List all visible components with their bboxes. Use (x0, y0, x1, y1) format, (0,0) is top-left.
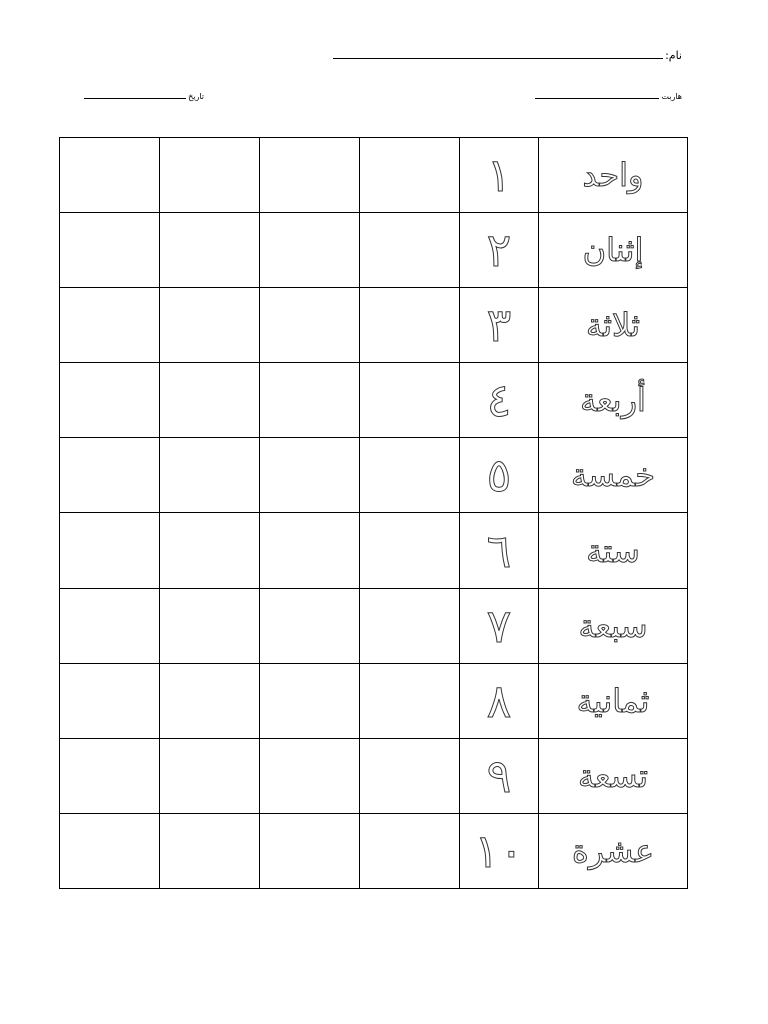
trace-word: سبعة (578, 606, 648, 645)
practice-cell[interactable] (260, 213, 360, 288)
practice-cell[interactable] (260, 138, 360, 213)
practice-cell[interactable] (360, 588, 460, 663)
practice-cell[interactable] (60, 513, 160, 588)
table-row (60, 588, 688, 663)
trace-word: ثمانية (576, 681, 650, 720)
numeral-cell (460, 663, 539, 738)
word-cell (539, 438, 688, 513)
practice-cell[interactable] (260, 588, 360, 663)
teacher-field[interactable] (530, 93, 682, 101)
practice-cell[interactable] (60, 363, 160, 438)
word-cell (539, 588, 688, 663)
practice-cell[interactable] (360, 438, 460, 513)
practice-cell[interactable] (360, 288, 460, 363)
practice-cell[interactable] (60, 663, 160, 738)
practice-cell[interactable] (60, 138, 160, 213)
table-row (60, 813, 688, 888)
practice-cell[interactable] (60, 738, 160, 813)
practice-cell[interactable] (360, 363, 460, 438)
date-field[interactable] (80, 93, 204, 101)
word-cell (539, 288, 688, 363)
practice-cell[interactable] (160, 588, 260, 663)
word-cell (539, 663, 688, 738)
trace-word: ستة (586, 531, 640, 570)
practice-cell[interactable] (160, 438, 260, 513)
practice-cell[interactable] (260, 363, 360, 438)
practice-cell[interactable] (360, 813, 460, 888)
trace-word: خمسة (571, 456, 655, 495)
trace-word: واحد (582, 156, 644, 195)
practice-cell[interactable] (160, 513, 260, 588)
practice-cell[interactable] (360, 213, 460, 288)
date-label: تاریخ (188, 92, 204, 101)
practice-cell[interactable] (60, 213, 160, 288)
numeral-cell (460, 288, 539, 363)
practice-cell[interactable] (260, 513, 360, 588)
trace-numeral: ١٠ (474, 823, 524, 878)
numeral-cell (460, 138, 539, 213)
trace-numeral: ٢ (486, 223, 512, 278)
table-row (60, 738, 688, 813)
trace-numeral: ٦ (486, 523, 512, 578)
date-line[interactable] (84, 98, 186, 99)
word-cell (539, 213, 688, 288)
numeral-cell (460, 513, 539, 588)
trace-word: إثنان (582, 231, 644, 270)
numeral-cell (460, 213, 539, 288)
word-cell (539, 813, 688, 888)
trace-numeral: ٤ (486, 373, 512, 428)
word-cell (539, 138, 688, 213)
numeral-cell (460, 738, 539, 813)
practice-cell[interactable] (160, 738, 260, 813)
word-cell (539, 513, 688, 588)
trace-word: ثلاثة (585, 306, 641, 345)
practice-cell[interactable] (360, 138, 460, 213)
trace-word: أربعة (580, 381, 646, 420)
trace-word: تسعة (577, 756, 649, 795)
practice-cell[interactable] (260, 738, 360, 813)
practice-cell[interactable] (260, 663, 360, 738)
name-field[interactable] (330, 50, 682, 61)
trace-numeral: ٩ (486, 748, 512, 803)
practice-cell[interactable] (360, 513, 460, 588)
teacher-label: هاربت (661, 92, 682, 101)
practice-cell[interactable] (60, 288, 160, 363)
practice-cell[interactable] (160, 813, 260, 888)
trace-numeral: ٧ (486, 598, 512, 653)
name-label: نام: (665, 49, 682, 62)
numeral-cell (460, 363, 539, 438)
trace-numeral: ٥ (486, 448, 512, 503)
practice-cell[interactable] (160, 138, 260, 213)
practice-cell[interactable] (260, 288, 360, 363)
table-row (60, 663, 688, 738)
practice-cell[interactable] (260, 813, 360, 888)
practice-cell[interactable] (60, 588, 160, 663)
numeral-cell (460, 813, 539, 888)
numeral-cell (460, 438, 539, 513)
trace-numeral: ٨ (486, 673, 512, 728)
practice-cell[interactable] (360, 738, 460, 813)
tracing-table (59, 137, 688, 889)
trace-numeral: ٣ (486, 298, 512, 353)
trace-numeral: ١ (486, 148, 512, 203)
teacher-line[interactable] (535, 98, 659, 99)
practice-cell[interactable] (60, 438, 160, 513)
practice-cell[interactable] (160, 663, 260, 738)
practice-cell[interactable] (160, 288, 260, 363)
word-cell (539, 363, 688, 438)
practice-cell[interactable] (260, 438, 360, 513)
practice-cell[interactable] (360, 663, 460, 738)
table-row (60, 213, 688, 288)
table-row (60, 513, 688, 588)
table-row (60, 288, 688, 363)
word-cell (539, 738, 688, 813)
numeral-cell (460, 588, 539, 663)
name-line[interactable] (333, 58, 663, 59)
table-row (60, 138, 688, 213)
practice-cell[interactable] (160, 213, 260, 288)
practice-cell[interactable] (160, 363, 260, 438)
table-row (60, 363, 688, 438)
trace-word: عشرة (571, 831, 655, 870)
practice-cell[interactable] (60, 813, 160, 888)
table-row (60, 438, 688, 513)
